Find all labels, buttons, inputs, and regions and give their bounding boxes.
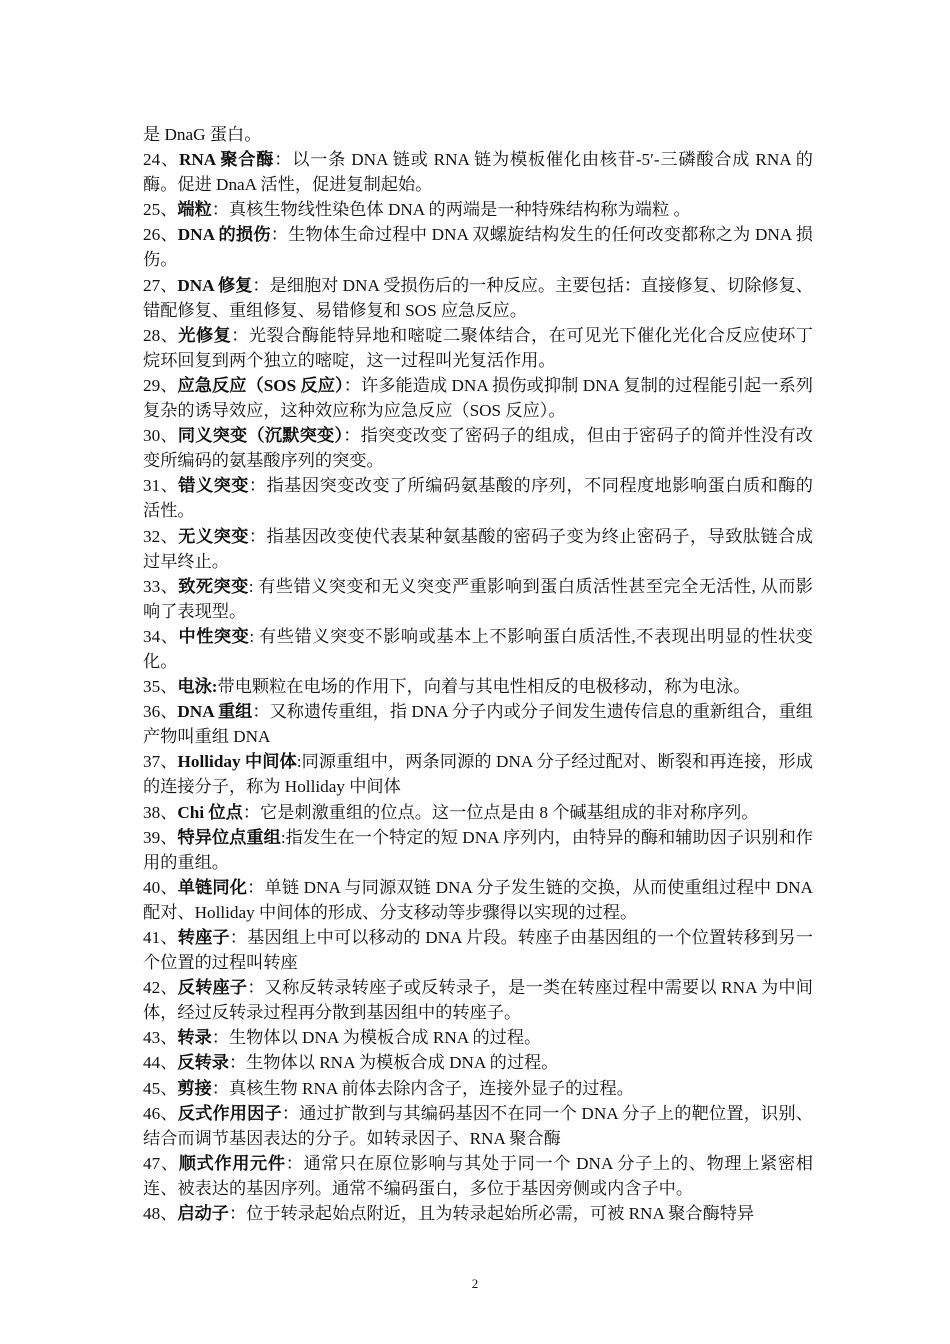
entry-term: 特异位点重组 bbox=[177, 827, 281, 847]
entry-separator: ： bbox=[247, 978, 265, 998]
entry-number: 48、 bbox=[143, 1204, 178, 1224]
entry-number: 31、 bbox=[143, 476, 179, 496]
entry-definition: 带电颗粒在电场的作用下，向着与其电性相反的电极移动，称为电泳。 bbox=[217, 677, 751, 697]
entry-term: 反转录 bbox=[177, 1053, 229, 1073]
entry-definition: 基因组上中可以移动的 DNA 片段。转座子由基因组的一个位置转移到另一个位置的过程叫转座 bbox=[143, 928, 813, 973]
entry-separator: ： bbox=[211, 1028, 229, 1048]
glossary-entry bbox=[143, 473, 813, 523]
glossary-entry bbox=[143, 1025, 813, 1050]
entry-definition: 通常只在原位影响与其处于同一个 DNA 分子上的、物理上紧密相连、被表达的基因序列。通常不编码蛋白，多位于基因旁侧或内含子中。 bbox=[143, 1153, 813, 1198]
entry-number: 27、 bbox=[143, 275, 178, 295]
glossary-entry bbox=[143, 699, 813, 749]
entry-term: RNA 聚合酶 bbox=[178, 150, 275, 170]
entry-definition: 有些错义突变和无义突变严重影响到蛋白质活性甚至完全无活性, 从而影响了表现型。 bbox=[143, 576, 813, 621]
entry-number: 43、 bbox=[143, 1028, 178, 1048]
entry-term: 反式作用因子 bbox=[177, 1103, 282, 1123]
entry-number: 24、 bbox=[143, 150, 179, 170]
entry-number: 32、 bbox=[143, 526, 179, 546]
entry-term: 启动子 bbox=[177, 1204, 229, 1224]
glossary-entry bbox=[143, 373, 813, 423]
glossary-entry bbox=[143, 222, 813, 272]
entry-separator: : bbox=[249, 626, 260, 646]
entry-term: Holliday 中间体 bbox=[177, 752, 297, 772]
entry-number: 28、 bbox=[143, 325, 179, 345]
entry-definition: 单链 DNA 与同源双链 DNA 分子发生链的交换，从而使重组过程中 DNA 配对、Holliday 中间体的形成、分支移动等步骤得以实现的过程。 bbox=[143, 877, 813, 922]
lead-paragraph: 是 DnaG 蛋白。 bbox=[143, 125, 262, 144]
entry-term: 无义突变 bbox=[178, 526, 249, 546]
entry-separator: ： bbox=[252, 702, 270, 722]
entry-term: 中性突变 bbox=[178, 626, 250, 646]
glossary-entry bbox=[143, 624, 813, 674]
entry-number: 35、 bbox=[143, 677, 178, 697]
entry-number: 42、 bbox=[143, 978, 178, 998]
entry-term: 电泳: bbox=[177, 677, 218, 697]
entry-number: 44、 bbox=[143, 1053, 178, 1073]
entry-definition: 许多能造成 DNA 损伤或抑制 DNA 复制的过程能引起一系列复杂的诱导效应，这种效应称为应急反应（SOS 反应）。 bbox=[143, 375, 813, 421]
entry-definition: 真核生物线性染色体 DNA 的两端是一种特殊结构称为端粒 。 bbox=[228, 200, 691, 220]
glossary-entry bbox=[143, 323, 813, 373]
glossary-text bbox=[143, 122, 813, 1226]
entry-number: 38、 bbox=[143, 802, 178, 822]
entry-separator: ： bbox=[229, 928, 248, 947]
glossary-entry bbox=[143, 825, 813, 875]
entry-definition: 又称反转录转座子或反转录子，是一类在转座过程中需要以 RNA 为中间体，经过反转录过程再分散到基因组中的转座子。 bbox=[143, 978, 813, 1023]
entry-separator: ： bbox=[285, 1153, 304, 1173]
entry-number: 47、 bbox=[143, 1153, 179, 1173]
entry-term: 剪接 bbox=[177, 1078, 212, 1098]
glossary-entry bbox=[143, 1201, 813, 1226]
entry-term: 反转座子 bbox=[177, 978, 248, 998]
entry-definition: 生物体以 RNA 为模板合成 DNA 的过程。 bbox=[246, 1053, 559, 1073]
entry-separator: ： bbox=[248, 526, 267, 546]
entry-separator: ： bbox=[228, 1053, 247, 1073]
glossary-entry bbox=[143, 800, 813, 825]
entry-number: 26、 bbox=[143, 225, 178, 245]
glossary-entry bbox=[143, 1151, 813, 1201]
entry-definition: 通过扩散到与其编码基因不在同一个 DNA 分子上的靶位置，识别、结合而调节基因表达的分子。如转录因子、RNA 聚合酶 bbox=[143, 1103, 813, 1148]
entry-separator: ： bbox=[211, 200, 229, 220]
entry-separator: ： bbox=[211, 1078, 229, 1098]
glossary-entry bbox=[143, 423, 813, 473]
entry-definition: 真核生物 RNA 前体去除内含子，连接外显子的过程。 bbox=[228, 1078, 634, 1098]
entry-number: 30、 bbox=[143, 426, 178, 446]
glossary-entry bbox=[143, 1050, 813, 1075]
entry-separator: ： bbox=[274, 150, 293, 170]
entry-separator: ： bbox=[242, 802, 261, 822]
entry-number: 46、 bbox=[143, 1103, 178, 1123]
entry-separator: ： bbox=[248, 476, 267, 496]
entry-number: 36、 bbox=[143, 702, 178, 722]
entry-separator: ： bbox=[247, 877, 265, 897]
entry-number: 25、 bbox=[143, 200, 178, 220]
entry-number: 33、 bbox=[143, 576, 179, 596]
entry-separator: ： bbox=[252, 275, 270, 295]
entry-term: 单链同化 bbox=[177, 877, 248, 897]
entry-number: 39、 bbox=[143, 827, 178, 847]
glossary-entry bbox=[143, 524, 813, 574]
entry-definition: 位于转录起始点附近，且为转录起始所必需，可被 RNA 聚合酶特异 bbox=[246, 1204, 755, 1224]
entry-term: 光修复 bbox=[178, 325, 232, 345]
entry-definition: 指突变改变了密码子的组成，但由于密码子的简并性没有改变所编码的氨基酸序列的突变。 bbox=[143, 426, 813, 471]
entry-definition: 它是刺激重组的位点。这一位点是由 8 个碱基组成的非对称序列。 bbox=[260, 802, 759, 822]
glossary-entries bbox=[143, 147, 813, 1226]
glossary-entry bbox=[143, 574, 813, 624]
entry-definition: 指发生在一个特定的短 DNA 序列内，由特异的酶和辅助因子识别和作用的重组。 bbox=[143, 827, 813, 872]
entry-term: Chi 位点 bbox=[177, 802, 243, 822]
glossary-entry bbox=[143, 1101, 813, 1151]
entry-term: 错义突变 bbox=[178, 476, 249, 496]
entry-definition: 生物体生命过程中 DNA 双螺旋结构发生的任何改变都称之为 DNA 损伤。 bbox=[143, 225, 813, 270]
entry-term: 致死突变 bbox=[178, 576, 249, 596]
entry-term: 顺式作用元件 bbox=[178, 1153, 286, 1173]
entry-definition: 以一条 DNA 链或 RNA 链为模板催化由核苷-5′-三磷酸合成 RNA 的酶。促进 DnaA 活性，促进复制起始。 bbox=[143, 150, 813, 195]
entry-separator: : bbox=[296, 752, 302, 772]
entry-definition: 同源重组中，两条同源的 DNA 分子经过配对、断裂和再连接，形成的连接分子，称为 Holliday 中间体 bbox=[143, 752, 813, 797]
entry-definition: 指基因突变改变了所编码氨基酸的序列，不同程度地影响蛋白质和酶的活性。 bbox=[143, 476, 813, 521]
glossary-entry bbox=[143, 1076, 813, 1101]
entry-number: 34、 bbox=[143, 626, 179, 646]
entry-definition: 光裂合酶能特异地和嘧啶二聚体结合，在可见光下催化光化合反应使环丁烷环回复到两个独立的嘧啶，这一过程叫光复活作用。 bbox=[143, 325, 813, 370]
entry-separator: ： bbox=[343, 375, 361, 395]
entry-separator: ： bbox=[343, 426, 361, 446]
entry-term: DNA 的损伤 bbox=[177, 225, 271, 245]
entry-term: 转录 bbox=[177, 1028, 212, 1048]
entry-number: 45、 bbox=[143, 1078, 178, 1098]
glossary-entry bbox=[143, 975, 813, 1025]
entry-number: 29、 bbox=[143, 375, 178, 395]
glossary-entry bbox=[143, 925, 813, 975]
glossary-entry bbox=[143, 147, 813, 197]
entry-term: DNA 重组 bbox=[177, 702, 253, 722]
entry-definition: 指基因改变使代表某种氨基酸的密码子变为终止密码子，导致肽链合成过早终止。 bbox=[143, 526, 813, 571]
entry-number: 40、 bbox=[143, 877, 178, 897]
entry-separator: : bbox=[280, 827, 286, 847]
glossary-entry bbox=[143, 674, 813, 699]
entry-term: 同义突变（沉默突变） bbox=[177, 426, 344, 446]
glossary-entry bbox=[143, 197, 813, 222]
glossary-entry bbox=[143, 273, 813, 323]
entry-term: 转座子 bbox=[177, 928, 230, 947]
glossary-entry bbox=[143, 875, 813, 925]
entry-definition: 生物体以 DNA 为模板合成 RNA 的过程。 bbox=[228, 1028, 542, 1048]
entry-term: 应急反应（SOS 反应） bbox=[177, 375, 344, 395]
entry-number: 41、 bbox=[143, 928, 178, 947]
entry-separator: ： bbox=[231, 325, 249, 345]
entry-separator: : bbox=[248, 576, 259, 596]
entry-term: DNA 修复 bbox=[177, 275, 253, 295]
entry-number: 37、 bbox=[143, 752, 178, 772]
page-number: 2 bbox=[471, 1276, 479, 1291]
entry-separator: ： bbox=[281, 1103, 300, 1123]
entry-term: 端粒 bbox=[177, 200, 212, 220]
entry-definition: 又称遗传重组，指 DNA 分子内或分子间发生遗传信息的重新组合，重组产物叫重组 DNA bbox=[143, 702, 813, 747]
entry-separator: ： bbox=[270, 225, 289, 245]
glossary-entry bbox=[143, 749, 813, 799]
entry-definition: 有些错义突变不影响或基本上不影响蛋白质活性,不表现出明显的性状变化。 bbox=[143, 626, 813, 671]
entry-definition: 是细胞对 DNA 受损伤后的一种反应。主要包括：直接修复、切除修复、错配修复、重组修复、易错修复和 SOS 应急反应。 bbox=[143, 275, 813, 320]
entry-separator: ： bbox=[228, 1204, 247, 1224]
